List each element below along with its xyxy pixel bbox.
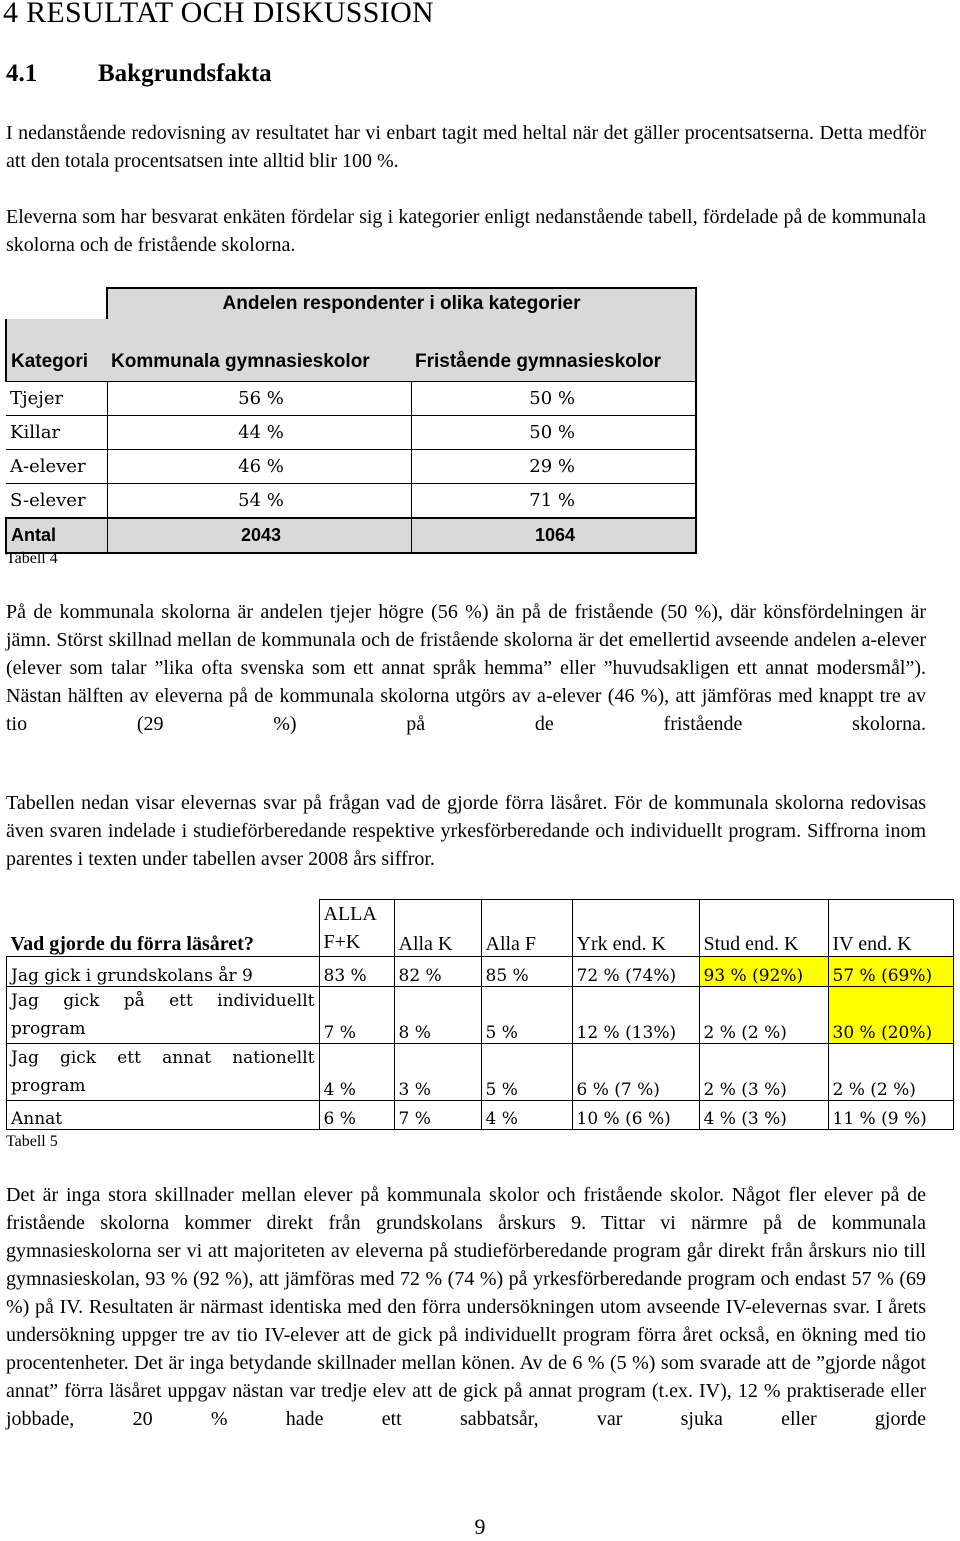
highlighted-cell: 30 % (20%) [828, 987, 954, 1044]
table4-title: Andelen respondenter i olika kategorier [107, 288, 696, 319]
table5-col-header: Yrk end. K [572, 900, 699, 957]
table-row: A-elever 46 % 29 % [6, 450, 696, 484]
highlighted-cell: 93 % (92%) [699, 957, 828, 987]
paragraph-discussion: Det är inga stora skillnader mellan elever på kommunala skolor och fristående skolor. Något fler elever på de fristående skolorna kommer direkt från grundskolans årskurs 9. Tittar vi närmre på de kommunala gymnasieskolorna ser vi att majoriteten av eleverna på studieförberedande program går direkt från årskurs nio till gymnasieskolan, 93 % (92 %), att jämföras med 72 % (74 %) på yrkesförberedande program och endast 57 % (69 %) på IV. Resultaten är närmast identiska med den förra undersökningen utom avseende IV-elevernas svar. I årets undersökning uppger tre av tio IV-elever att de gick på individuellt program förra året också, en ökning med tio procentenheter. Det är inga betydande skillnader mellan könen. Av de 6 % (5 %) som svarade att de ”gjorde något annat” förra läsåret uppgav nästan var tredje elev att de gick på annat program (t.ex. IV), 12 % praktiserade eller jobbade, 20 % hade ett sabbatsår, var sjuka eller gjorde [6, 1184, 926, 1430]
table5-col-header: IV end. K [828, 900, 954, 957]
paragraph-table5-intro: Tabellen nedan visar elevernas svar på frågan vad de gjorde förra läsåret. För de kommunala skolorna redovisas även svaren indelade i studieförberedande respektive yrkesförberedande och individuellt program. Siffrorna inom parentes i texten under tabellen avser 2008 års siffror. [6, 792, 926, 870]
table-row: S-elever 54 % 71 % [6, 484, 696, 519]
paragraph-categories: Eleverna som har besvarat enkäten fördelar sig i kategorier enligt nedanstående tabell, fördelade på de kommunala skolorna och de fristående skolorna. [6, 206, 926, 256]
table4-col-kommunala: Kommunala gymnasieskolor [107, 319, 411, 382]
table5-col-header: Stud end. K [699, 900, 828, 957]
paragraph-analysis: På de kommunala skolorna är andelen tjejer högre (56 %) än på de fristående (50 %), där könsfördelningen är jämn. Störst skillnad mellan de kommunala och de fristående skolorna är det emellertid avseende andelen a-elever (elever som talar ”lika ofta svenska som ett annat språk hemma” eller ”huvudsakligen ett annat modersmål”). Nästan hälften av eleverna på de kommunala skolorna utgörs av a-elever (46 %), att jämföras med knappt tre av tio (29 %) på de fristående skolorna. [6, 601, 926, 735]
table-row: Killar 44 % 50 % [6, 416, 696, 450]
chapter-heading: 4 RESULTAT OCH DISKUSSION [3, 0, 435, 29]
page-number: 9 [474, 1514, 486, 1539]
table5-col-header: ALLA F+K [319, 900, 394, 957]
table4-col-category: Kategori [6, 319, 107, 382]
table-4 [5, 287, 697, 554]
table-row: Jag gick ett annat nationellt program 4 % 3 % 5 % 6 % (7 %) 2 % (3 %) 2 % (2 %) [7, 1044, 954, 1101]
table5-col-header: Alla F [481, 900, 572, 957]
table-total-row: Antal 2043 1064 [6, 518, 696, 553]
table-row: Jag gick i grundskolans år 9 83 % 82 % 85 % 72 % (74%) 93 % (92%) 57 % (69%) [7, 957, 954, 987]
table-row: Tjejer 56 % 50 % [6, 382, 696, 416]
table-row: Annat 6 % 7 % 4 % 10 % (6 %) 4 % (3 %) 11 % (9 %) [7, 1101, 954, 1130]
table-5 [6, 899, 954, 1130]
table5-question-header: Vad gjorde du förra läsåret? [7, 900, 320, 957]
table5-caption: Tabell 5 [6, 1133, 58, 1150]
paragraph-intro: I nedanstående redovisning av resultatet har vi enbart tagit med heltal när det gäller procentsatserna. Detta medför att den totala procentsatsen inte alltid blir 100 %. [6, 122, 926, 172]
section-number: 4.1 [6, 60, 38, 87]
table4-caption: Tabell 4 [6, 550, 58, 567]
highlighted-cell: 57 % (69%) [828, 957, 954, 987]
section-heading [6, 60, 272, 88]
table4-col-fristaende: Fristående gymnasieskolor [411, 319, 696, 382]
table5-col-header: Alla K [394, 900, 481, 957]
table-row: Jag gick på ett individuellt program 7 % 8 % 5 % 12 % (13%) 2 % (2 %) 30 % (20%) [7, 987, 954, 1044]
section-title: Bakgrundsfakta [98, 60, 272, 87]
